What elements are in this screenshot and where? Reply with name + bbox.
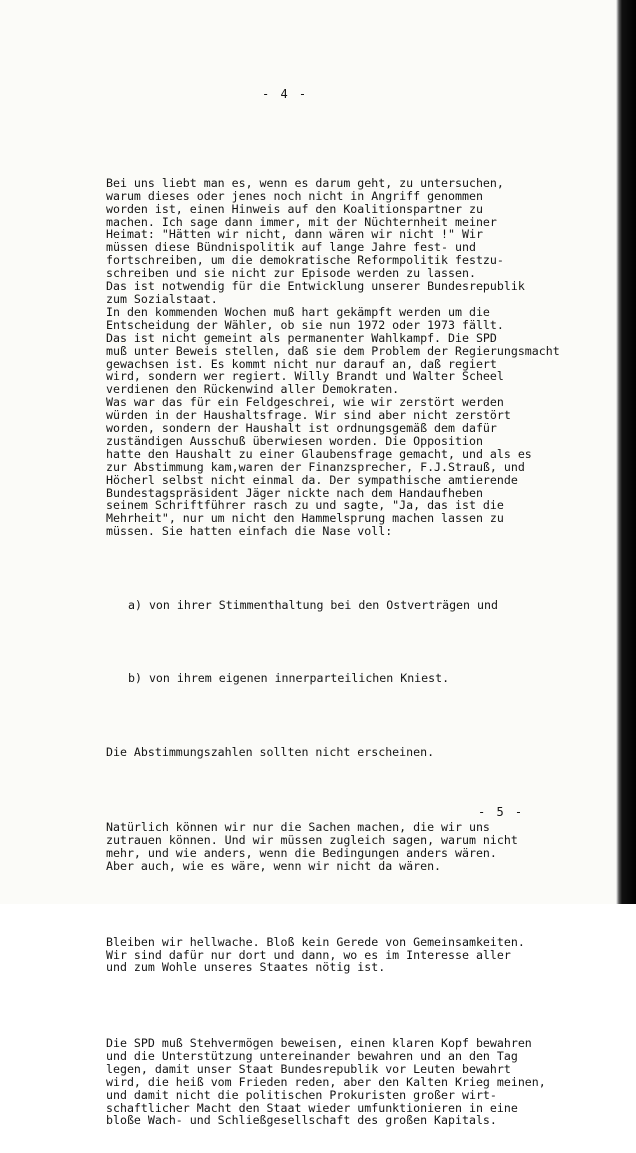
scan-edge-shadow xyxy=(616,0,636,904)
paragraph-spd-endurance: Die SPD muß Stehvermögen beweisen, einen klaren Kopf bewahren und die Unterstützung untereinander bewahren und an den Tag legen, damit unser Staat Bundesrepublik vor Leuten bewahrt wird, die heiß vom Frieden reden, aber den Kalten Krieg meinen, und damit nicht die politischen Prokuristen großer wirt- schaftlicher Macht den Staat wieder umfunktionieren in eine bloße Wach- und Schließgesellschaft des großen Kapitals. xyxy=(106,1036,546,1128)
list-item-b: b) von ihrem eigenen innerparteilichen Kniest. xyxy=(128,671,450,686)
page-number: - 4 - xyxy=(262,87,309,101)
paragraph-vote-numbers: Die Abstimmungszahlen sollten nicht erscheinen. xyxy=(106,744,435,759)
document-body xyxy=(106,151,560,1153)
paragraph-vigilance: Bleiben wir hellwache. Bloß kein Gerede von Gemeinsamkeiten. Wir sind dafür nur dort und dann, wo es im Interesse aller und zum Wohle unseres Staates nötig ist. xyxy=(106,934,525,975)
list-item-a: a) von ihrer Stimmenthaltung bei den Ostverträgen und xyxy=(128,597,498,612)
paragraph-politics: Bei uns liebt man es, wenn es darum geht, zu untersuchen, warum dieses oder jenes noch nicht in Angriff genommen worden ist, einen Hinweis auf den Koalitionspartner zu machen. Ich sage dann immer, mit der Nüchternheit meiner Heimat: "Hätten wir nicht, dann wären wir nicht !" Wir müssen diese Bündnispolitik auf lange Jahre fest- und fortschreiben, um die demokratische Reformpolitik festzu- schreiben und sie nicht zur Episode werden zu lassen. Das ist notwendig für die Entwicklung unserer Bundesrepublik zum Sozialstaat. In den kommenden Wochen muß hart gekämpft werden um die Entscheidung der Wähler, ob sie nun 1972 oder 1973 fällt. Das ist nicht gemeint als permanenter Wahlkampf. Die SPD muß unter Beweis stellen, daß sie dem Problem der Regierungsmacht gewachsen ist. Es kommt nicht nur darauf an, daß regiert wird, sondern wer regiert. Willy Brandt und Walter Scheel verdienen den Rückenwind aller Demokraten. Was war das für ein Feldgeschrei, wie wir zerstört werden würden in der Haushaltsfrage. Wir sind aber nicht zerstört worden, sondern der Haushalt ist ordnungsgemäß dem dafür zuständigen Ausschuß überwiesen worden. Die Opposition hatte den Haushalt zu einer Glaubensfrage gemacht, und als es zur Abstimmung kam,waren der Finanzsprecher, F.J.Strauß, und Höcherl selbst nicht einmal da. Der sympathische amtierende Bundestagspräsident Jäger nickte nach dem Handaufheben seinem Schriftführer rasch zu und sagte, "Ja, das ist die Mehrheit", nur um nicht den Hammelsprung machen lassen zu müssen. Sie hatten einfach die Nase voll: xyxy=(106,175,560,539)
next-page-marker: - 5 - xyxy=(478,805,525,819)
paragraph-capabilities: Natürlich können wir nur die Sachen machen, die wir uns zutrauen können. Und wir müssen zugleich sagen, warum nicht mehr, und wie anders, wenn die Bedingungen anders wären. Aber auch, wie es wäre, wenn wir nicht da wären. xyxy=(106,820,518,874)
